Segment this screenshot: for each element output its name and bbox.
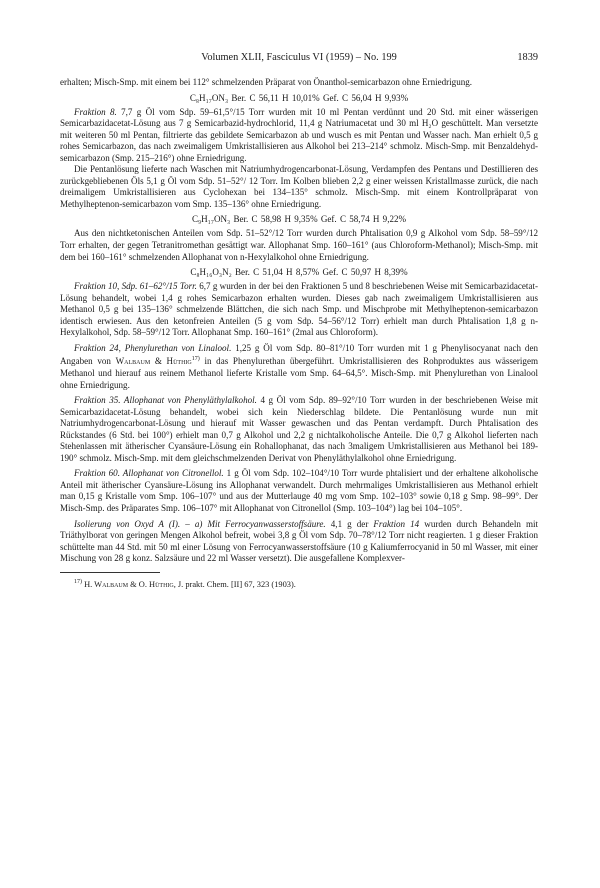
paragraph-text: 7,7 g Öl vom Sdp. 59–61,5°/15 Torr wurden mit 10 ml Pentan verdünnt und 20 Std. mit einer wässerigen Semicarbazidacetat-Lösung aus 7 g Semicarbazid-hydrochlorid, 11,4 g Natriumacetat und 30 ml H₂O geschüttelt. Man versetzte mit weiteren 50 ml Pentan, filtrierte das gebildete Semicarbazon ab und wusch es mit Pentan und Wasser nach. Man erhielt 0,5 g rohes Semicarbazon, das nach zweimaligem Umkristallisieren aus Alkohol bei 213–214° schmolz. Misch-Smp. mit Benzaldehyd-semicarbazon (Smp. 215–216°) ohne Erniedrigung. (60, 106, 538, 163)
footnote-marker: 17) (74, 578, 82, 585)
paragraph-text: 4,1 g der (325, 518, 374, 529)
running-header (60, 52, 538, 68)
paragraph-fraktion-24 (60, 343, 538, 391)
paragraph-fraktion-10 (60, 281, 538, 339)
section-lead: Fraktion 35. Allophanat von Phenyläthylalkohol. (74, 395, 257, 406)
footnote-reference: , J. prakt. Chem. [II] 67, 323 (1903). (173, 579, 296, 589)
paragraph-nichtketonisch: Aus den nichtketonischen Anteilen vom Sdp. 51–52°/12 Torr wurden durch Phtalisation 0,9 g Alkohol vom Sdp. 58–59°/12 Torr erhalten, der gegen Tetranitromethan gesättigt war. Allophanat Smp. 160–161° (aus Chloroform-Methanol); Misch-Smp. mit dem bei 160–161° schmelzenden Allophanat von n-Hexylalkohol ohne Erniedrigung. (60, 228, 538, 262)
paragraph-oxyd-a (60, 519, 538, 565)
analysis-formula: C₈H₁₇ON₃ Ber. C 56,11 H 10,01% Gef. C 56,04 H 9,93% (189, 92, 409, 103)
footnote-marker: 17) (191, 356, 200, 363)
paragraph-pentanloesung: Die Pentanlösung lieferte nach Waschen mit Natriumhydrogencarbonat-Lösung, Verdampfen des Pentans und Destillieren des zurückgebliebenen Öls 5,1 g Öl vom Sdp. 51–52°/ 12 Torr. Im Kolben blieben 2,2 g einer weissen Kristallmasse zurück, die nach dreimaligem Umkristallisieren aus Cyclohexan bei 134–135° schmolz. Misch-Smp. mit einem Kontrollpräparat von Methylheptenon-semicarbazon vom Smp. 135–136° ohne Erniedrigung. (60, 164, 538, 209)
section-lead: Fraktion 8. (74, 106, 117, 117)
paragraph-text: 4 g Öl vom Sdp. 89–92°/10 Torr wurden in der beschriebenen Weise mit Semicarbazidacetat-Lösung behandelt, wobei sich kein Niederschlag bildete. Die Pentanlösung wurde nun mit Natriumhydrogencarbonat-Lösung und hierauf mit Wasser gewaschen und das Pentan verdampft. Durch Phtalisation des Rückstandes (6 Std. bei 100°) erhielt man 0,7 g Alkohol und 2,2 g nichtalkoholische Anteile. Die 0,7 g Alkohol lieferten nach Stehenlassen mit ätherischer Cyansäure-Lösung ein Rohallophanat, das nach 3maligem Umkristallisieren aus Methanol bei 189-190° schmolz. Misch-Smp. mit dem gleichschmelzenden Derivat von Phenyläthylalkohol ohne Erniedrigung. (60, 395, 538, 463)
section-lead: Fraktion 60. Allophanat von Citronellol. (74, 468, 224, 479)
author-names: Walbaum & Hüthig (115, 356, 192, 367)
footnote-authors: H. Walbaum & O. Hüthig (84, 579, 174, 589)
paragraph-fraktion-35 (60, 395, 538, 464)
analysis-formula: C₈H₁₆O₃N₂ Ber. C 51,04 H 8,57% Gef. C 50,97 H 8,39% (190, 267, 408, 278)
paragraph-text: 1,25 g Öl vom Sdp. 80–81°/10 Torr wurden mit 1 g Phenylisocyanat nach den Angaben von (60, 342, 538, 367)
paragraph-fraktion-60 (60, 468, 538, 514)
paragraph-text: wurden durch Behandeln mit Triäthylborat von geringen Mengen Alkohol befreit, wobei 3,8 g Öl vom Sdp. 70–78°/12 Torr nicht reagierten. 1 g dieser Fraktion schüttelte man 44 Std. mit 50 ml einer Lösung von Ferrocyanwasserstoffsäure (10 g Kaliumferrocyanid in 50 ml Wasser, mit einer Mischung von 28 g konz. Salzsäure und 22 ml Wasser versetzt). Die ausgefallene Komplexver- (60, 518, 539, 564)
section-lead: Fraktion 24, Phenylurethan von Linalool. (74, 342, 232, 353)
page-number: 1839 (517, 52, 538, 63)
section-lead: Fraktion 14 (373, 518, 420, 529)
analysis-formula: C₉H₁₇ON₃ Ber. C 58,98 H 9,35% Gef. C 58,74 H 9,22% (191, 214, 407, 225)
paragraph-continuation: erhalten; Misch-Smp. mit einem bei 112° schmelzenden Präparat von Önanthol-semicarbazon ohne Erniedrigung. (60, 77, 473, 87)
section-lead: Isolierung von Oxyd A (I). – a) Mit Ferrocyanwasserstoffsäure. (74, 518, 326, 529)
paragraph-text: 6,7 g wurden in der bei den Fraktionen 5 und 8 beschriebenen Weise mit Semicarbazidacetat-Lösung behandelt, wobei 1,4 g rohes Semicarbazon erhalten wurden. Dieses gab nach zweimaligem Umkristallisieren aus Methanol 0,5 g bei 135–136° schmelzende Blättchen, die sich nach Smp. und Mischprobe mit Methylheptenon-semicarbazon identisch erwiesen. Aus den ketonfreien Anteilen (5 g vom Sdp. 54–56°/12 Torr) erhielt man durch Phtalisation 1,8 g n-Hexylalkohol, Sdp. 58–59°/12 Torr. Allophanat Smp. 160–161° (2mal aus Chloroform). (60, 281, 538, 338)
footnote-divider (60, 572, 160, 573)
header-title: Volumen XLII, Fasciculus VI (1959) – No. 199 (201, 52, 397, 63)
journal-page (60, 52, 538, 590)
section-lead: Fraktion 10, Sdp. 61–62°/15 Torr. (74, 281, 197, 292)
paragraph-text: 1 g Öl vom Sdp. 102–104°/10 Torr wurde phtalisiert und der erhaltene alkoholische Anteil mit ätherischer Cyansäure-Lösung ins Allophanat verwandelt. Durch mehrmaliges Umkristallisieren aus Methanol erhielt man 0,15 g Kristalle vom Smp. 106–107° und aus der Mutterlauge 40 mg vom Smp. 102–103° sowie 0,18 g Smp. 98–99°. Der Misch-Smp. des Präparates Smp. 106–107° mit Allophanat von Citronellol (Smp. 103–104°) lag bei 104–105°. (60, 468, 538, 513)
footnote (60, 577, 538, 590)
paragraph-fraktion-8 (60, 107, 538, 165)
paragraph-text: in das Phenylurethan übergeführt. Umkristallisieren des Rohproduktes aus wässerigem Methanol und hierauf aus reinem Methanol lieferte Kristalle vom Smp. 64–64,5°. Misch-Smp. mit Phenylurethan von Linalool ohne Erniedrigung. (60, 356, 538, 390)
